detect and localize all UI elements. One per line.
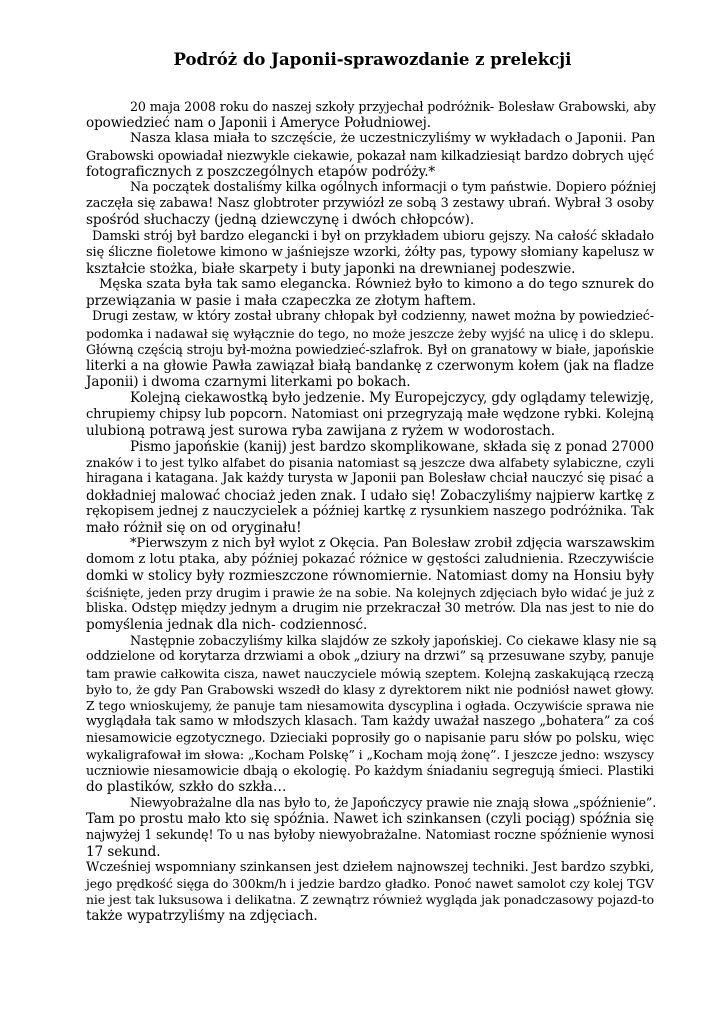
text-line: także wypatrzyliśmy na zdjęciach. xyxy=(86,908,318,925)
text-line: jego prędkość sięga do 300km/h i jedzie bardzo gładko. Ponoć nawet samolot czy kolej TGV xyxy=(86,876,654,891)
text-line: tam prawie całkowita cisza, nawet nauczyciele mówią szeptem. Kolejną zaskakującą rzeczą xyxy=(86,665,654,681)
text-line: ściśnięte, jeden przy drugim i prawie że na sobie. Na kolejnych zdjęciach było widać je już z xyxy=(86,585,654,600)
text-line: podomka i nadawał się wyłącznie do tego, no może jeszcze żeby wyjść na ulicę i do sklepu. xyxy=(86,325,654,341)
text-line: Męska szata była tak samo elegancka. Również było to kimono a do tego sznurek do xyxy=(99,277,654,293)
text-line: Wcześniej wspomniany szinkansen jest dziełem najnowszej techniki. Jest bardzo szybki, xyxy=(86,859,654,875)
text-line: rękopisem jednej z nauczycielek a później kartkę z rysunkiem naszego podróżnika. Tak xyxy=(86,503,654,519)
text-line: fotograficznych z poszczególnych etapów podróży.* xyxy=(86,163,436,180)
text-line: kształcie stożka, białe skarpety i buty japonki na drewnianej podeszwie. xyxy=(86,260,576,277)
text-line: niesamowicie egzotycznego. Dzieciaki poprosiły go o napisanie paru słów po polsku, więc xyxy=(86,730,654,746)
text-line: bliska. Odstęp między jednym a drugim nie przekraczał 30 metrów. Dla nas jest to nie do xyxy=(86,600,654,616)
text-line: literki a na głowie Pawła zawiązał białą bandankę z czerwonym kołem (jak na fladze xyxy=(86,358,654,374)
text-line: przewiązania w pasie i mała czapeczka ze złotym haftem. xyxy=(86,293,477,310)
text-line: Następnie zobaczyliśmy kilka slajdów ze szkoły japońskiej. Co ciekawe klasy nie są xyxy=(130,633,657,649)
text-line: najwyżej 1 sekundę! To u nas byłoby niewyobrażalne. Natomiast roczne spóźnienie wynosi xyxy=(86,827,654,843)
text-line: Na początek dostaliśmy kilka ogólnych informacji o tym państwie. Dopiero później xyxy=(130,179,657,195)
text-line: oddzielone od korytarza drzwiami a obok „dziury na drzwi” są przesuwane szyby, panuje xyxy=(86,649,654,665)
text-line: dokładniej malować chociaż jeden znak. I udało się! Zobaczyliśmy najpierw kartkę z xyxy=(86,487,654,504)
text-line: 20 maja 2008 roku do naszej szkoły przyjechał podróżnik- Bolesław Grabowski, aby xyxy=(130,99,656,114)
text-line: uczniowie niesamowicie dbają o ekologię. Po każdym śniadaniu segregują śmieci. Plastiki xyxy=(86,762,654,778)
text-line: Tam po prostu mało kto się spóźnia. Nawet ich szinkansen (czyli pociąg) spóźnia się xyxy=(86,811,654,828)
text-line: mało różnił się on od oryginału! xyxy=(86,519,302,536)
text-line: pomyślenia jednak dla nich- codziennosć. xyxy=(86,617,368,633)
text-line: Główną częścią stroju był-można powiedzieć-szlafrok. Był on granatowy w białe, japońskie xyxy=(86,341,654,357)
document-title: Podróż do Japonii-sprawozdanie z prelekcji xyxy=(173,50,572,69)
text-line: Grabowski opowiadał niezwykle ciekawie, pokazał nam kilkadziesiąt bardzo dobrych ujęć xyxy=(86,147,655,163)
text-line: Z tego wnioskujemy, że panuje tam niesamowita dyscyplina i ogłada. Oczywiście sprawa nie xyxy=(86,698,654,713)
text-line: *Pierwszym z nich był wylot z Okęcia. Pan Bolesław zrobił zdjęcia warszawskim xyxy=(130,536,655,552)
text-line: ulubioną potrawą jest surowa ryba zawijana z ryżem w wodorostach. xyxy=(86,422,555,439)
text-line: wyglądała tak samo w młodszych klasach. Tam każdy uważał naszego „bohatera” za coś xyxy=(86,714,654,730)
text-line: domki w stolicy były rozmieszczone równomiernie. Natomiast domy na Honsiu były xyxy=(86,568,654,585)
document-body xyxy=(86,99,657,925)
text-line: było to, że gdy Pan Grabowski wszedł do klasy z dyrektorem nikt nie podniósł nawet głowy. xyxy=(86,681,654,697)
text-line: wykaligrafował im słowa: „Kocham Polskę” i „Kocham moją żonę”. I jeszcze jedno: wszyscy xyxy=(86,746,654,762)
text-line: Damski strój był bardzo elegancki i był on przykładem ubioru gejszy. Na całość składało xyxy=(92,228,654,244)
text-line: zaczęła się zabawa! Nasz globtroter przywiózł ze sobą 3 zestawy ubrań. Wybrał 3 osoby xyxy=(86,196,654,212)
text-line: Drugi zestaw, w który został ubrany chłopak był codzienny, nawet można by powiedzieć- xyxy=(92,309,654,325)
text-line: do plastików, szkło do szkła… xyxy=(86,778,287,795)
text-line: się śliczne fioletowe kimono w jaśniejsze wzorki, żółty pas, typowy słomiany kapelusz w xyxy=(86,244,654,260)
text-line: Kolejną ciekawostką było jedzenie. My Europejczycy, gdy oglądamy telewizję, xyxy=(130,390,654,407)
text-line: znaków i to jest tylko alfabet do pisania natomiast są jeszcze dwa alfabety sylabiczne, czyli xyxy=(86,455,654,471)
text-line: Pismo japońskie (kanij) jest bardzo skomplikowane, składa się z ponad 27000 xyxy=(130,438,654,455)
text-line: Niewyobrażalne dla nas było to, że Japończycy prawie nie znają słowa „spóźnienie”. xyxy=(130,795,657,811)
text-line: opowiedzieć nam o Japonii i Ameryce Południowej. xyxy=(86,115,432,132)
text-line: Japonii) i dwoma czarnymi literkami po bokach. xyxy=(86,374,411,391)
text-line: spośród słuchaczy (jedną dziewczynę i dwóch chłopców). xyxy=(86,212,475,229)
text-line: nie jest tak luksusowa i delikatna. Z zewnątrz również wygląda jak ponadczasowy pojazd-to xyxy=(86,892,654,908)
text-line: chrupiemy chipsy lub popcorn. Natomiast oni przegryzają małe wędzone rybki. Kolejną xyxy=(86,406,654,422)
text-line: 17 sekund. xyxy=(86,843,161,860)
text-line: Nasza klasa miała to szczęście, że uczestniczyliśmy w wykładach o Japonii. Pan xyxy=(130,131,656,147)
text-line: domom z lotu ptaka, aby później pokazać różnice w gęstości zaludnienia. Rzeczywiście xyxy=(86,552,654,568)
text-line: hiragana i katagana. Jak każdy turysta w Japonii pan Bolesław chciał nauczyć się pisać a xyxy=(86,471,655,487)
